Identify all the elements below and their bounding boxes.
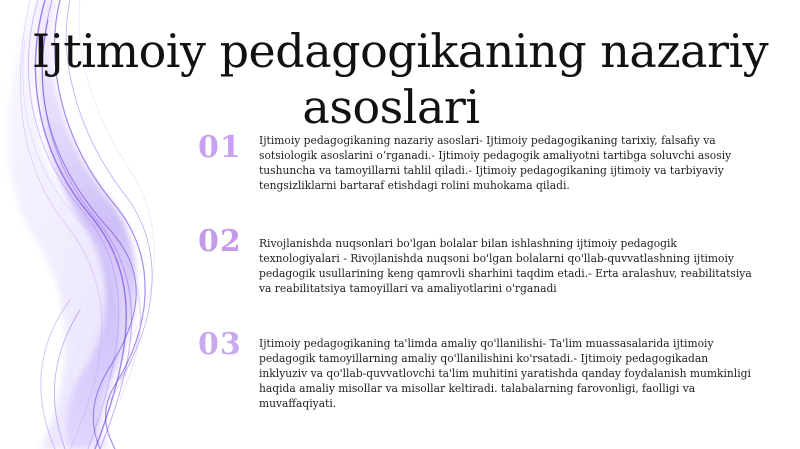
slide-title-line-2: asoslari [302,80,480,134]
item-text-1: Ijtimoiy pedagogikaning nazariy asoslari- Ijtimoiy pedagogikaning tarixiy, falsafiy va sotsiologik asoslarini o‘rganadi.- Ijtimoiy pedagogik amaliyotni tartibga soluvchi asosiy tushuncha va tamoyillarni tahlil qiladi.- Ijtimoiy pedagogikaning ijtimoiy va tarbiyaviy tengsizliklarni bartaraf etishdagi rolini muhokama qiladi. [259,134,732,192]
item-text-3: Ijtimoiy pedagogikaning ta'limda amaliy qo'llanilishi- Ta'lim muassasalarida ijtimoiy pedagogik tamoyillarning amaliy qo'llanilishini ko'rsatadi.- Ijtimoiy pedagogikadan inklyuziv va qo'llab-quvvatlovchi ta'lim muhitini yaratishda qanday foydalanish mumkinligi haqida amaliy misollar va misollar keltiradi. talabalarning farovonligi, faolligi va muvaffaqiyati. [259,337,751,410]
slide-title-line-1: Ijtimoiy pedagogikaning nazariy [31,24,769,78]
item-number-2: 02 [198,224,242,259]
item-text-2: Rivojlanishda nuqsonlari bo'lgan bolalar bilan ishlashning ijtimoiy pedagogik texnologiyalari - Rivojlanishda nuqsoni bo'lgan bolalarni qo'llab-quvvatlashning ijtimoiy pedagogik usullarining keng qamrovli sharhini taqdim etadi.- Erta aralashuv, reabilitatsiya va reabilitatsiya tamoyillari va amaliyotlarini o'rganadi [259,237,752,295]
item-number-1: 01 [198,130,242,165]
item-number-3: 03 [198,327,242,362]
